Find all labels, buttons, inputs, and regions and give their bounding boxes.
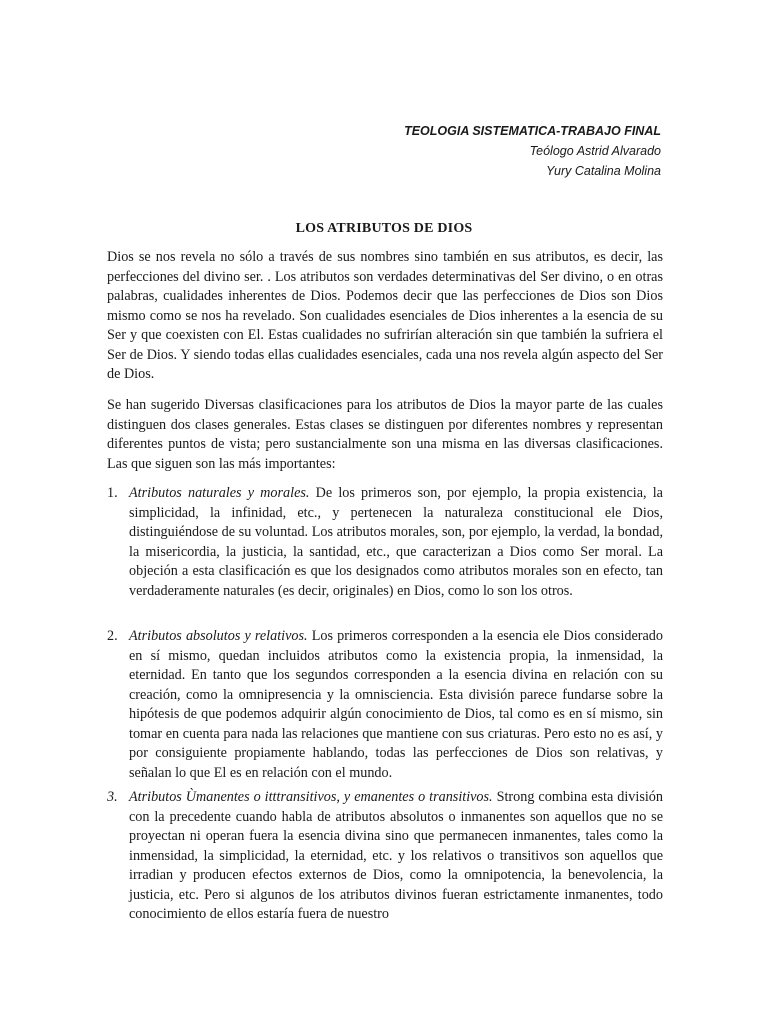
- course-title: TEOLOGIA SISTEMATICA-TRABAJO FINAL: [404, 124, 661, 138]
- list-item: [107, 484, 663, 601]
- list-item-number: 1.: [107, 485, 118, 501]
- list-item: [107, 627, 663, 783]
- list-item-heading: Atributos absolutos y relativos.: [129, 628, 308, 644]
- author-line-1: Teólogo Astrid Alvarado: [529, 144, 661, 158]
- author-line-2: Yury Catalina Molina: [546, 164, 661, 178]
- list-item: [107, 788, 663, 925]
- list-item-text: Los primeros corresponden a la esencia ele Dios considerado en sí mismo, quedan incluidos atributos como la existencia propia, la inmensidad, la eternidad. En tanto que los segundos corresponden a la esencia divina en relación con su creación, como la omnipresencia y la omnisciencia. Esta división parece fundarse sobre la hipótesis de que podemos adquirir algún conocimiento de Dios, tal como es en sí mismo, sin tomar en cuenta para nada las relaciones que mantiene con sus criaturas. Pero esto no es así, y por consiguiente propiamente hablando, todas las perfecciones de Dios son relativas, y señalan lo que El es en relación con el mundo.: [129, 628, 663, 781]
- list-item-heading: Atributos Ùmanentes o itttransitivos, y emanentes o transitivos.: [129, 789, 493, 805]
- list-item-text: Strong combina esta división con la precedente cuando habla de atributos absolutos o inmanentes son aquellos que no se proyectan ni operan fuera la esencia divina sino que permanecen inmanentes, tales como la inmensidad, la simplicidad, la eternidad, etc. y los relativos o transitivos son aquellos que irradian y producen efectos externos de Dios, como la omnipotencia, la benevolencia, la justicia, etc. Pero si algunos de los atributos divinos fueran estrictamente inmanentes, todo conocimiento de ellos estaría fuera de nuestro: [129, 789, 663, 922]
- intro-paragraph: Dios se nos revela no sólo a través de sus nombres sino también en sus atributos, es decir, las perfecciones del divino ser. . Los atributos son verdades determinativas del Ser divino, o en otras palabras, cualidades inherentes de Dios. Podemos decir que las perfecciones de Dios son Dios mismo como se nos ha revelado. Son cualidades esenciales de Dios inherentes a la esencia de su Ser y que coexisten con El. Estas cualidades no sufrirían alteración sin que también la sufriera el Ser de Dios. Y siendo todas ellas cualidades esenciales, cada una nos revela algún aspecto del Ser de Dios.: [107, 249, 663, 382]
- list-item-number: 2.: [107, 628, 118, 644]
- list-item-text: De los primeros son, por ejemplo, la propia existencia, la simplicidad, la infinidad, etc., y pertenecen la naturaleza constitucional ele Dios, distinguiéndose de su voluntad. Los atributos morales, son, por ejemplo, la verdad, la bondad, la misericordia, la justicia, la santidad, etc., que caracterizan a Dios como Ser moral. La objeción a esta clasificación es que los designados como atributos morales son en efecto, tan verdaderamente naturales (es decir, originales) en Dios, como lo son los otros.: [129, 485, 663, 599]
- list-item-content: [129, 484, 663, 601]
- list-item-number: 3.: [107, 789, 118, 805]
- classification-paragraph: Se han sugerido Diversas clasificaciones para los atributos de Dios la mayor parte de las cuales distinguen dos clases generales. Estas clases se distinguen por diferentes nombres y representan diferentes puntos de vista; pero sustancialmente son una misma en las diversas clasificaciones. Las que siguen son las más importantes:: [107, 397, 663, 472]
- list-item-content: [129, 788, 663, 925]
- document-title: LOS ATRIBUTOS DE DIOS: [295, 221, 473, 236]
- list-item-content: [129, 627, 663, 783]
- document-header: [404, 121, 661, 181]
- list-item-heading: Atributos naturales y morales.: [129, 485, 310, 501]
